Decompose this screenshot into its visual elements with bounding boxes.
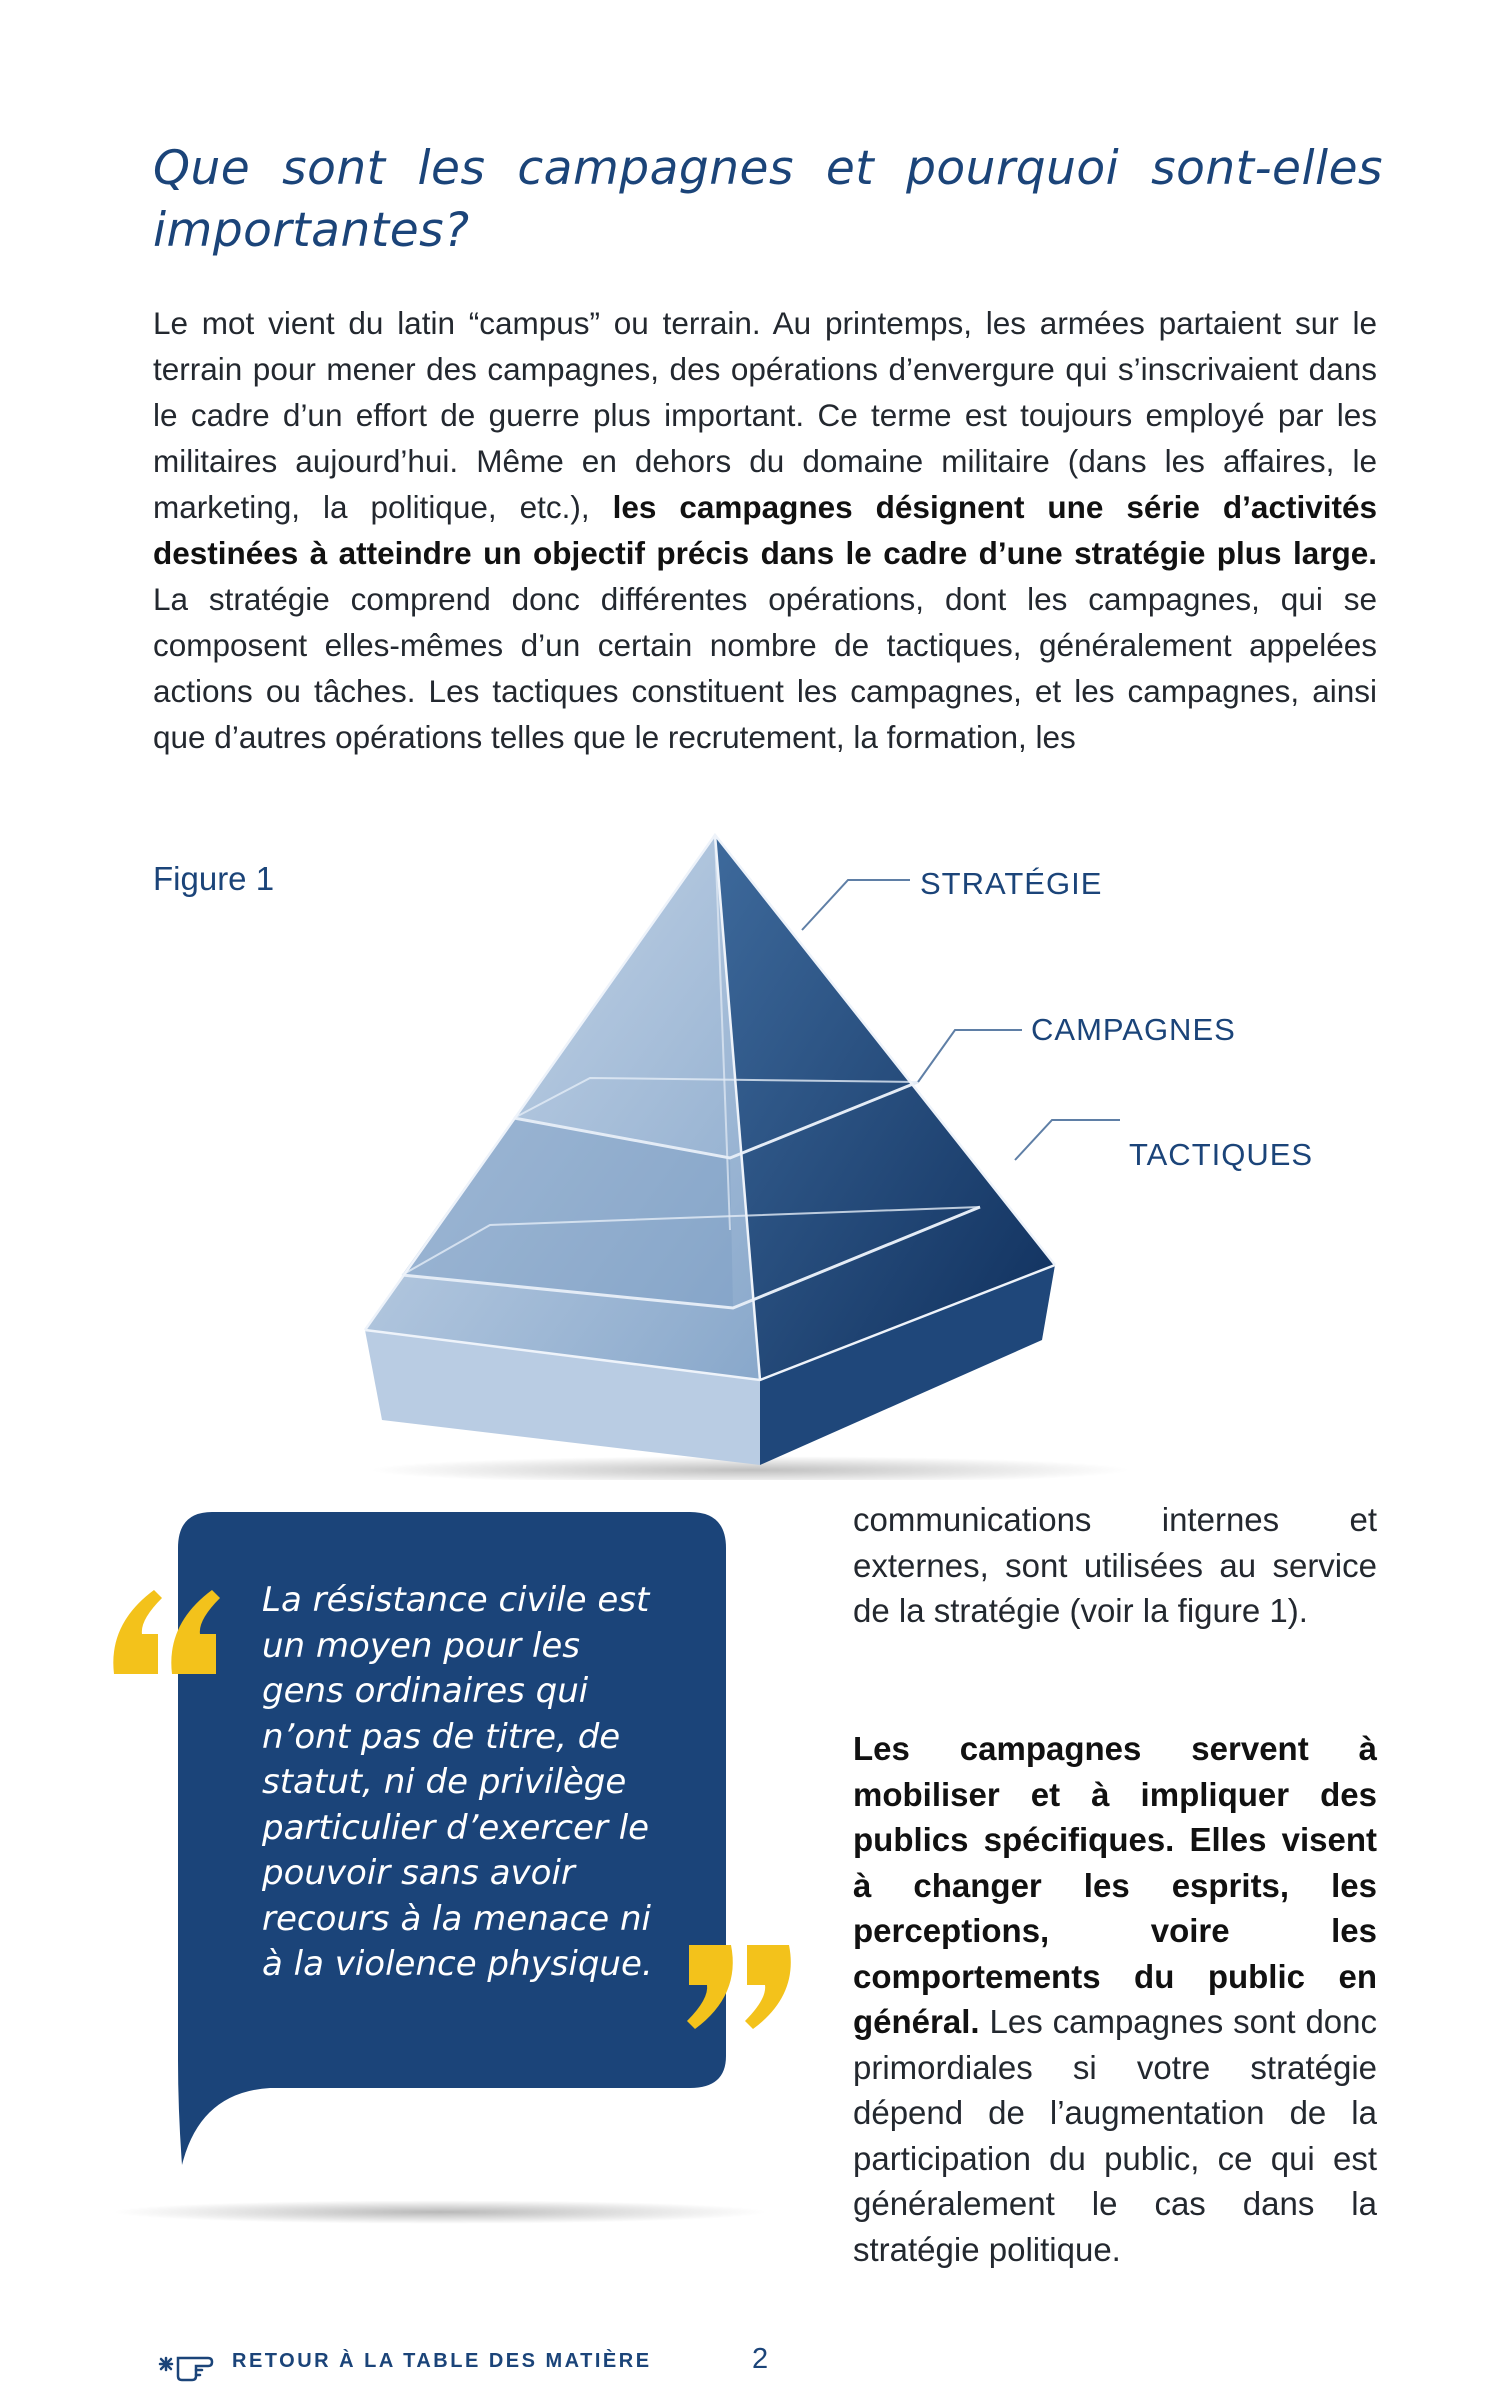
intro-text-end: La stratégie comprend donc différentes opérations, dont les campagnes, qui se composent elles-mêmes d’un certain nombre de tactiques, généralement appelées actions ou tâches. Les tactiques constituent les campagnes, et les campagnes, ainsi que d’autres opérations telles que le recrutement, la formation, les — [153, 581, 1377, 755]
close-quote-icon — [683, 1937, 803, 2037]
leader-line-campagnes — [918, 1030, 1022, 1082]
back-to-contents-link[interactable]: RETOUR À LA TABLE DES MATIÈRE — [232, 2350, 652, 2372]
intro-paragraph — [153, 300, 1377, 760]
open-quote-icon — [108, 1582, 228, 1682]
page-number: 2 — [752, 2343, 769, 2375]
page-title: Que sont les campagnes et pourquoi sont-elles importantes? — [153, 141, 1383, 258]
intro-bold-definition: les campagnes désignent une série d’activités destinées à atteindre un objectif précis dans le cadre d’une stratégie plus large. — [153, 489, 1377, 571]
quote-shadow — [110, 2200, 770, 2224]
leader-line-strategie — [802, 880, 910, 930]
quote-text: La résistance civile est un moyen pour les gens ordinaires qui n’ont pas de titre, de statut, ni de privilège particulier d’exercer le pouvoir sans avoir recours à la menace ni à la violence physique. — [262, 1580, 653, 1984]
right-column-paragraph-1: communications internes et externes, sont utilisées au service de la stratégie (voir la figure 1). — [853, 1501, 1377, 1629]
level-label-strategie: STRATÉGIE — [920, 866, 1103, 901]
pyramid-diagram — [330, 820, 1190, 1480]
pointing-hand-icon[interactable] — [150, 2342, 222, 2386]
level-label-tactiques: TACTIQUES — [1129, 1137, 1314, 1172]
right-column-bold-statement: Les campagnes servent à mobiliser et à impliquer des publics spécifiques. Elles visent à changer les esprits, les perceptions, voire les comportements du public en général. — [853, 1730, 1377, 2040]
right-column-paragraph-2 — [853, 1726, 1377, 2272]
right-column-text: Les campagnes sont donc primordiales si votre stratégie dépend de l’augmentation de la participation du public, ce qui est généralement le cas dans la stratégie politique. — [853, 2003, 1377, 2268]
leader-line-tactiques — [1015, 1120, 1120, 1160]
figure-label: Figure 1 — [153, 860, 275, 897]
intro-text-start: Le mot vient du latin “campus” ou terrain. Au printemps, les armées partaient sur le terrain pour mener des campagnes, des opérations d’envergure qui s’inscrivaient dans le cadre d’un effort de guerre plus important. Ce terme est toujours employé par les militaires aujourd’hui. Même en dehors du domaine militaire (dans les affaires, le marketing, la politique, etc.), — [153, 305, 1377, 525]
level-label-campagnes: CAMPAGNES — [1031, 1012, 1236, 1047]
